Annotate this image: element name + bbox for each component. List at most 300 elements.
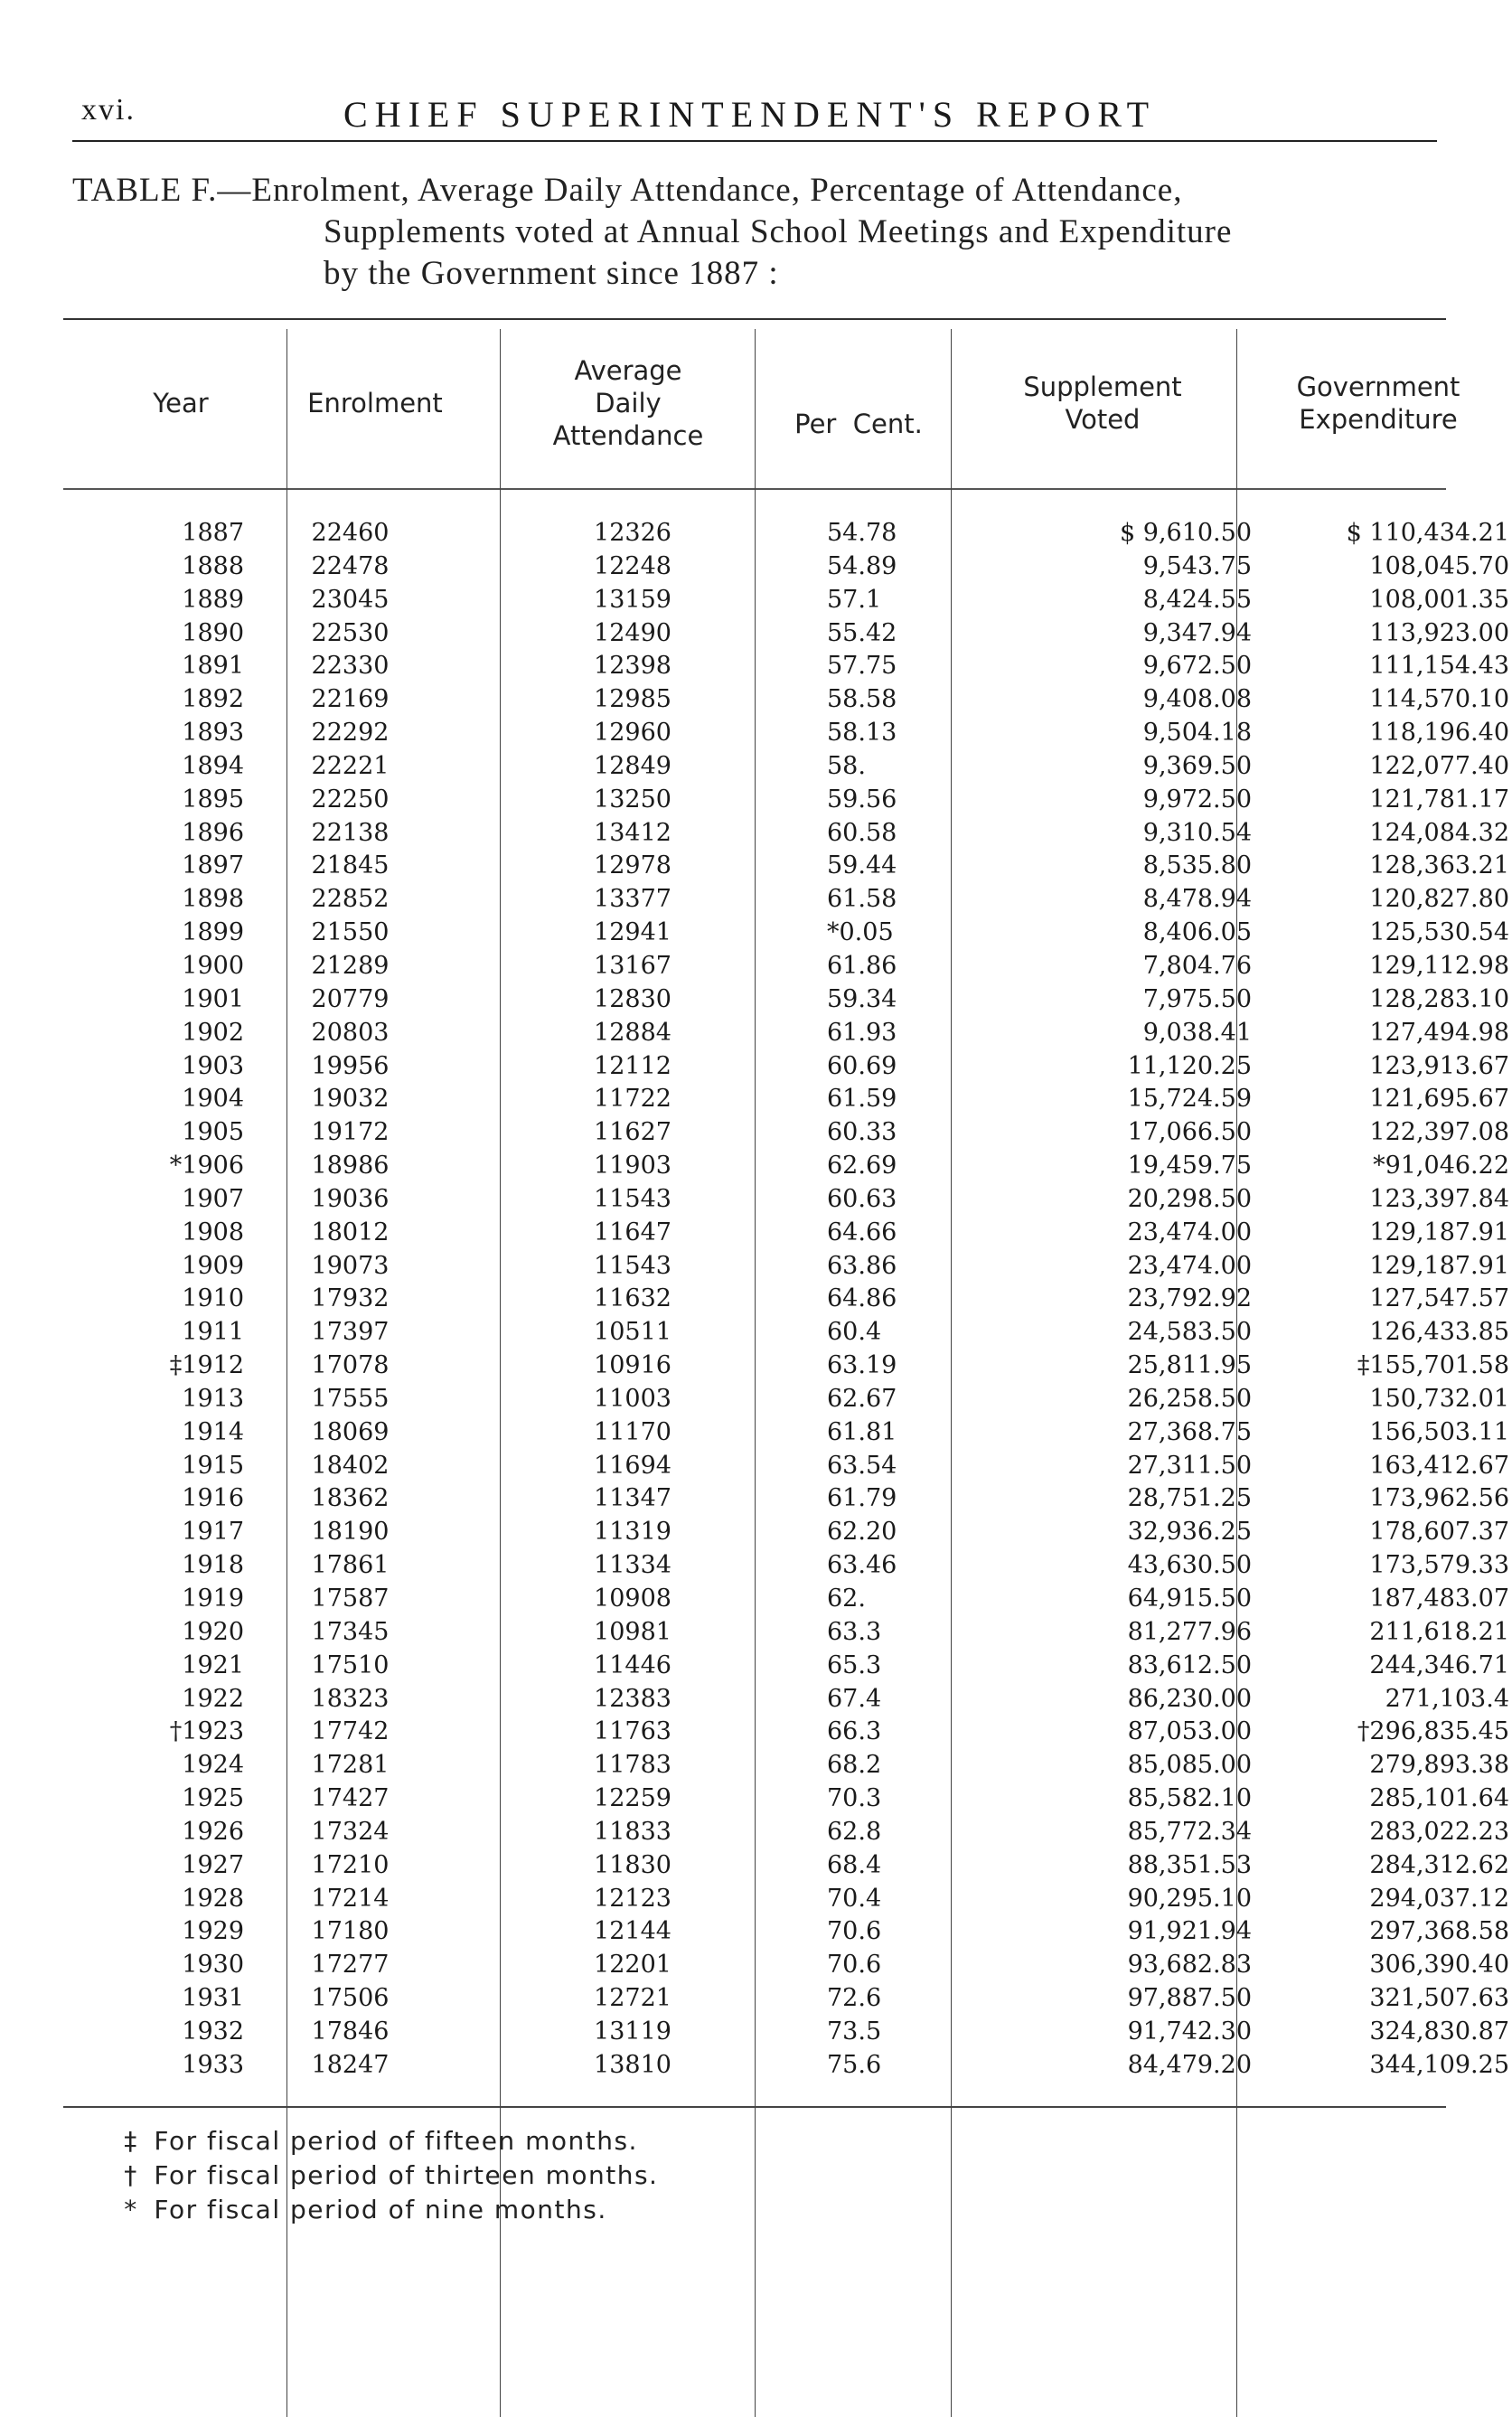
supplement-cell: 7,804.76 bbox=[1142, 951, 1252, 980]
expenditure-cell: 123,913.67 bbox=[1369, 1051, 1509, 1080]
table-row bbox=[63, 1516, 1509, 1549]
supplement-cell: 24,583.50 bbox=[1127, 1318, 1252, 1347]
footnote-thirteen-months bbox=[117, 2160, 658, 2190]
expenditure-cell: 187,483.07 bbox=[1369, 1585, 1509, 1613]
supplement-cell: 88,351.53 bbox=[1127, 1850, 1252, 1879]
enrolment-cell: 17846 bbox=[311, 2017, 390, 2046]
attendance-cell: 12248 bbox=[594, 551, 671, 580]
attendance-cell: 12884 bbox=[594, 1018, 671, 1047]
header-government-expenditure: Government Expenditure bbox=[1296, 371, 1460, 435]
supplement-cell: 8,535.80 bbox=[1142, 851, 1252, 880]
year-cell: 1901 bbox=[182, 984, 244, 1013]
supplement-cell: 27,368.75 bbox=[1127, 1417, 1252, 1446]
year-cell: 1916 bbox=[182, 1484, 244, 1513]
table-caption bbox=[72, 170, 1446, 295]
footnote-nine-months bbox=[117, 2195, 607, 2224]
table-row bbox=[63, 550, 1509, 584]
attendance-cell: 11003 bbox=[594, 1384, 671, 1413]
expenditure-cell: 244,346.71 bbox=[1369, 1651, 1509, 1679]
enrolment-cell: 17861 bbox=[311, 1551, 390, 1580]
enrolment-cell: 21289 bbox=[311, 951, 390, 980]
table-row bbox=[63, 1383, 1509, 1416]
attendance-cell: 10981 bbox=[594, 1617, 671, 1646]
percent-cell: 73.5 bbox=[827, 2017, 882, 2046]
expenditure-cell: 127,547.57 bbox=[1369, 1284, 1509, 1313]
supplement-cell: 15,724.59 bbox=[1127, 1085, 1252, 1114]
year-cell: 1926 bbox=[182, 1817, 244, 1846]
attendance-cell: 13167 bbox=[594, 951, 671, 980]
running-header bbox=[72, 86, 1437, 142]
attendance-cell: 13412 bbox=[594, 818, 671, 847]
table-row bbox=[63, 1217, 1509, 1250]
supplement-cell: 25,811.95 bbox=[1127, 1351, 1252, 1380]
supplement-cell: 64,915.50 bbox=[1127, 1585, 1252, 1613]
year-cell: 1902 bbox=[182, 1018, 244, 1047]
supplement-cell: 93,682.83 bbox=[1127, 1951, 1252, 1980]
enrolment-cell: 22292 bbox=[311, 719, 390, 748]
expenditure-cell: 127,494.98 bbox=[1369, 1018, 1509, 1047]
year-cell: 1890 bbox=[182, 618, 244, 647]
percent-cell: 61.86 bbox=[827, 951, 897, 980]
enrolment-cell: 17742 bbox=[311, 1717, 390, 1746]
year-cell: 1929 bbox=[182, 1917, 244, 1946]
enrolment-cell: 20803 bbox=[311, 1018, 390, 1047]
expenditure-cell: 150,732.01 bbox=[1369, 1384, 1509, 1413]
expenditure-cell: 128,283.10 bbox=[1369, 984, 1509, 1013]
enrolment-cell: 18012 bbox=[311, 1218, 390, 1246]
attendance-cell: 10511 bbox=[594, 1318, 671, 1347]
year-cell: 1932 bbox=[182, 2017, 244, 2046]
enrolment-cell: 19032 bbox=[311, 1085, 390, 1114]
percent-cell: 60.4 bbox=[827, 1318, 882, 1347]
expenditure-cell: 111,154.43 bbox=[1369, 652, 1509, 681]
expenditure-cell: 118,196.40 bbox=[1369, 719, 1509, 748]
year-cell: 1887 bbox=[182, 519, 244, 547]
attendance-cell: 13810 bbox=[594, 2050, 671, 2079]
supplement-cell: 8,424.55 bbox=[1142, 585, 1252, 614]
expenditure-cell: 121,781.17 bbox=[1369, 785, 1509, 814]
enrolment-cell: 22530 bbox=[311, 618, 390, 647]
supplement-cell: 23,474.00 bbox=[1127, 1251, 1252, 1280]
year-cell: 1919 bbox=[182, 1585, 244, 1613]
table-row bbox=[63, 2049, 1509, 2083]
percent-cell: 61.81 bbox=[827, 1417, 897, 1446]
enrolment-cell: 22138 bbox=[311, 818, 390, 847]
attendance-cell: 12985 bbox=[594, 685, 671, 714]
year-cell: 1898 bbox=[182, 885, 244, 914]
expenditure-cell: 123,397.84 bbox=[1369, 1184, 1509, 1213]
enrolment-cell: 18247 bbox=[311, 2050, 390, 2079]
caption-line-3: by the Government since 1887 : bbox=[324, 255, 779, 292]
supplement-cell: 86,230.00 bbox=[1127, 1684, 1252, 1713]
table-row bbox=[63, 517, 1509, 550]
table-row bbox=[63, 617, 1509, 651]
footnote-symbol: * bbox=[124, 2195, 138, 2224]
table-row bbox=[63, 950, 1509, 983]
percent-cell: 70.3 bbox=[827, 1784, 882, 1813]
percent-cell: 62.8 bbox=[827, 1817, 882, 1846]
expenditure-cell: 124,084.32 bbox=[1369, 818, 1509, 847]
attendance-cell: 11170 bbox=[594, 1417, 671, 1446]
table-row bbox=[63, 1283, 1509, 1316]
supplement-cell: 91,921.94 bbox=[1127, 1917, 1252, 1946]
percent-cell: 61.79 bbox=[827, 1484, 897, 1513]
attendance-cell: 12978 bbox=[594, 851, 671, 880]
attendance-cell: 12721 bbox=[594, 1984, 671, 2013]
attendance-cell: 12383 bbox=[594, 1684, 671, 1713]
table-row bbox=[63, 1316, 1509, 1350]
enrolment-cell: 20779 bbox=[311, 984, 390, 1013]
table-row bbox=[63, 1583, 1509, 1616]
header-enrolment: Enrolment bbox=[307, 388, 443, 419]
table-row bbox=[63, 1949, 1509, 1982]
table-row bbox=[63, 1250, 1509, 1284]
attendance-cell: 11543 bbox=[594, 1251, 671, 1280]
attendance-cell: 12398 bbox=[594, 652, 671, 681]
enrolment-cell: 22852 bbox=[311, 885, 390, 914]
header-per-cent: Per Cent. bbox=[794, 409, 923, 439]
percent-cell: 60.58 bbox=[827, 818, 897, 847]
supplement-cell: 9,038.41 bbox=[1142, 1018, 1252, 1047]
year-cell: 1933 bbox=[182, 2050, 244, 2079]
enrolment-cell: 18190 bbox=[311, 1518, 390, 1547]
year-cell: 1911 bbox=[182, 1318, 244, 1347]
table-row bbox=[63, 883, 1509, 917]
percent-cell: 57.75 bbox=[827, 652, 897, 681]
supplement-cell: 32,936.25 bbox=[1127, 1518, 1252, 1547]
table-row bbox=[63, 1849, 1509, 1883]
percent-cell: 62.20 bbox=[827, 1518, 897, 1547]
attendance-cell: 10916 bbox=[594, 1351, 671, 1380]
year-cell: 1917 bbox=[182, 1518, 244, 1547]
attendance-cell: 11763 bbox=[594, 1717, 671, 1746]
enrolment-cell: 19172 bbox=[311, 1118, 390, 1147]
footnote-fifteen-months bbox=[117, 2126, 638, 2156]
percent-cell: 62.69 bbox=[827, 1152, 897, 1180]
year-cell: 1931 bbox=[182, 1984, 244, 2013]
enrolment-cell: 17506 bbox=[311, 1984, 390, 2013]
enrolment-cell: 21845 bbox=[311, 851, 390, 880]
table-row bbox=[63, 983, 1509, 1017]
year-cell: 1894 bbox=[182, 751, 244, 780]
caption-line-2: Supplements voted at Annual School Meetings and Expenditure bbox=[324, 213, 1233, 250]
footnote-symbol: ‡ bbox=[124, 2126, 138, 2156]
supplement-cell: 85,085.00 bbox=[1127, 1751, 1252, 1780]
percent-cell: 72.6 bbox=[827, 1984, 882, 2013]
expenditure-cell: 285,101.64 bbox=[1369, 1784, 1509, 1813]
supplement-cell: 85,582.10 bbox=[1127, 1784, 1252, 1813]
enrolment-cell: 18323 bbox=[311, 1684, 390, 1713]
expenditure-cell: 173,962.56 bbox=[1369, 1484, 1509, 1513]
attendance-cell: 12849 bbox=[594, 751, 671, 780]
table-row bbox=[63, 1416, 1509, 1450]
table-row bbox=[63, 1549, 1509, 1583]
expenditure-cell: 163,412.67 bbox=[1369, 1451, 1509, 1480]
enrolment-cell: 17427 bbox=[311, 1784, 390, 1813]
attendance-cell: 12144 bbox=[594, 1917, 671, 1946]
attendance-cell: 12490 bbox=[594, 618, 671, 647]
supplement-cell: 8,406.05 bbox=[1142, 918, 1252, 947]
year-cell: 1908 bbox=[182, 1218, 244, 1246]
enrolment-cell: 19073 bbox=[311, 1251, 390, 1280]
supplement-cell: 28,751.25 bbox=[1127, 1484, 1252, 1513]
percent-cell: 60.69 bbox=[827, 1051, 897, 1080]
enrolment-cell: 22478 bbox=[311, 551, 390, 580]
supplement-cell: 19,459.75 bbox=[1127, 1152, 1252, 1180]
expenditure-cell: 129,112.98 bbox=[1369, 951, 1509, 980]
table-row bbox=[63, 1816, 1509, 1849]
footnote-text: For fiscal period of nine months. bbox=[154, 2195, 607, 2224]
percent-cell: 57.1 bbox=[827, 585, 882, 614]
percent-cell: 63.54 bbox=[827, 1451, 897, 1480]
percent-cell: 62. bbox=[827, 1585, 866, 1613]
year-cell: 1920 bbox=[182, 1617, 244, 1646]
enrolment-cell: 17932 bbox=[311, 1284, 390, 1313]
percent-cell: 60.33 bbox=[827, 1118, 897, 1147]
attendance-cell: 11694 bbox=[594, 1451, 671, 1480]
expenditure-cell: 271,103.4 bbox=[1385, 1684, 1509, 1713]
year-cell: 1910 bbox=[182, 1284, 244, 1313]
enrolment-cell: 21550 bbox=[311, 918, 390, 947]
table-row bbox=[63, 1350, 1509, 1383]
attendance-cell: 12960 bbox=[594, 719, 671, 748]
expenditure-cell: 173,579.33 bbox=[1369, 1551, 1509, 1580]
table-row bbox=[63, 683, 1509, 717]
enrolment-cell: 22169 bbox=[311, 685, 390, 714]
percent-cell: 59.44 bbox=[827, 851, 897, 880]
year-cell: 1930 bbox=[182, 1951, 244, 1980]
percent-cell: 58. bbox=[827, 751, 866, 780]
footnote-text: For fiscal period of thirteen months. bbox=[154, 2160, 659, 2190]
percent-cell: 70.4 bbox=[827, 1884, 882, 1913]
percent-cell: 58.13 bbox=[827, 719, 897, 748]
enrolment-cell: 17555 bbox=[311, 1384, 390, 1413]
enrolment-cell: 19956 bbox=[311, 1051, 390, 1080]
expenditure-cell: $ 110,434.21 bbox=[1346, 519, 1509, 547]
percent-cell: 63.46 bbox=[827, 1551, 897, 1580]
percent-cell: 64.66 bbox=[827, 1218, 897, 1246]
expenditure-cell: 321,507.63 bbox=[1369, 1984, 1509, 2013]
supplement-cell: 83,612.50 bbox=[1127, 1651, 1252, 1679]
year-cell: 1903 bbox=[182, 1051, 244, 1080]
year-cell: 1895 bbox=[182, 785, 244, 814]
year-cell: 1905 bbox=[182, 1118, 244, 1147]
attendance-cell: 11446 bbox=[594, 1651, 671, 1679]
percent-cell: 63.19 bbox=[827, 1351, 897, 1380]
attendance-cell: 13119 bbox=[594, 2017, 671, 2046]
supplement-cell: 9,369.50 bbox=[1142, 751, 1252, 780]
year-cell: 1915 bbox=[182, 1451, 244, 1480]
table-row bbox=[63, 850, 1509, 883]
year-cell: 1921 bbox=[182, 1651, 244, 1679]
table-row bbox=[63, 584, 1509, 617]
attendance-cell: 12112 bbox=[594, 1051, 671, 1080]
expenditure-cell: 122,077.40 bbox=[1369, 751, 1509, 780]
expenditure-cell: 108,001.35 bbox=[1369, 585, 1509, 614]
supplement-cell: 43,630.50 bbox=[1127, 1551, 1252, 1580]
expenditure-cell: 126,433.85 bbox=[1369, 1318, 1509, 1347]
attendance-cell: 11319 bbox=[594, 1518, 671, 1547]
supplement-cell: 9,543.75 bbox=[1142, 551, 1252, 580]
attendance-cell: 11783 bbox=[594, 1751, 671, 1780]
table-row bbox=[63, 1150, 1509, 1183]
attendance-cell: 12201 bbox=[594, 1951, 671, 1980]
year-cell: 1893 bbox=[182, 719, 244, 748]
expenditure-cell: 178,607.37 bbox=[1369, 1518, 1509, 1547]
expenditure-cell: *91,046.22 bbox=[1373, 1152, 1509, 1180]
expenditure-cell: 156,503.11 bbox=[1369, 1417, 1509, 1446]
running-title: CHIEF SUPERINTENDENT'S REPORT bbox=[343, 94, 1157, 135]
attendance-cell: 11627 bbox=[594, 1118, 671, 1147]
footnote-text: For fiscal period of fifteen months. bbox=[154, 2126, 638, 2156]
enrolment-cell: 17324 bbox=[311, 1817, 390, 1846]
supplement-cell: 9,972.50 bbox=[1142, 785, 1252, 814]
expenditure-cell: 283,022.23 bbox=[1369, 1817, 1509, 1846]
expenditure-cell: 114,570.10 bbox=[1369, 685, 1509, 714]
enrolment-cell: 18402 bbox=[311, 1451, 390, 1480]
year-cell: 1896 bbox=[182, 818, 244, 847]
year-cell: 1900 bbox=[182, 951, 244, 980]
year-cell: 1924 bbox=[182, 1751, 244, 1780]
enrolment-cell: 22221 bbox=[311, 751, 390, 780]
percent-cell: 54.78 bbox=[827, 519, 897, 547]
enrolment-cell: 17281 bbox=[311, 1751, 390, 1780]
supplement-cell: 9,408.08 bbox=[1142, 685, 1252, 714]
expenditure-cell: 128,363.21 bbox=[1369, 851, 1509, 880]
percent-cell: 63.86 bbox=[827, 1251, 897, 1280]
supplement-cell: 8,478.94 bbox=[1142, 885, 1252, 914]
enrolment-cell: 17214 bbox=[311, 1884, 390, 1913]
attendance-cell: 11833 bbox=[594, 1817, 671, 1846]
percent-cell: 55.42 bbox=[827, 618, 897, 647]
table-row bbox=[63, 1083, 1509, 1116]
table-row bbox=[63, 1616, 1509, 1650]
percent-cell: 70.6 bbox=[827, 1951, 882, 1980]
expenditure-cell: 294,037.12 bbox=[1369, 1884, 1509, 1913]
year-cell: ‡1912 bbox=[169, 1351, 244, 1380]
table-row bbox=[63, 1183, 1509, 1217]
expenditure-cell: 108,045.70 bbox=[1369, 551, 1509, 580]
table-row bbox=[63, 1482, 1509, 1516]
supplement-cell: 81,277.96 bbox=[1127, 1617, 1252, 1646]
table-row bbox=[63, 1116, 1509, 1150]
attendance-cell: 13250 bbox=[594, 785, 671, 814]
enrolment-cell: 17587 bbox=[311, 1585, 390, 1613]
year-cell: 1897 bbox=[182, 851, 244, 880]
supplement-cell: 87,053.00 bbox=[1127, 1717, 1252, 1746]
percent-cell: 61.59 bbox=[827, 1085, 897, 1114]
supplement-cell: 97,887.50 bbox=[1127, 1984, 1252, 2013]
table-row bbox=[63, 1883, 1509, 1916]
year-cell: 1925 bbox=[182, 1784, 244, 1813]
table-row bbox=[63, 1782, 1509, 1816]
year-cell: 1914 bbox=[182, 1417, 244, 1446]
year-cell: 1889 bbox=[182, 585, 244, 614]
table-row bbox=[63, 1982, 1509, 2016]
year-cell: 1888 bbox=[182, 551, 244, 580]
table-row bbox=[63, 784, 1509, 817]
supplement-cell: 9,672.50 bbox=[1142, 652, 1252, 681]
table-row bbox=[63, 1749, 1509, 1782]
year-cell: 1899 bbox=[182, 918, 244, 947]
expenditure-cell: 279,893.38 bbox=[1369, 1751, 1509, 1780]
percent-cell: 59.56 bbox=[827, 785, 897, 814]
supplement-cell: 26,258.50 bbox=[1127, 1384, 1252, 1413]
year-cell: 1892 bbox=[182, 685, 244, 714]
enrolment-cell: 23045 bbox=[311, 585, 390, 614]
supplement-cell: 17,066.50 bbox=[1127, 1118, 1252, 1147]
expenditure-cell: 122,397.08 bbox=[1369, 1118, 1509, 1147]
enrolment-cell: 22460 bbox=[311, 519, 390, 547]
year-cell: *1906 bbox=[169, 1152, 244, 1180]
supplement-cell: 23,792.92 bbox=[1127, 1284, 1252, 1313]
attendance-cell: 11722 bbox=[594, 1085, 671, 1114]
enrolment-cell: 18362 bbox=[311, 1484, 390, 1513]
attendance-cell: 11647 bbox=[594, 1218, 671, 1246]
percent-cell: 54.89 bbox=[827, 551, 897, 580]
percent-cell: 59.34 bbox=[827, 984, 897, 1013]
year-cell: 1918 bbox=[182, 1551, 244, 1580]
caption-line-1: TABLE F.—Enrolment, Average Daily Attendance, Percentage of Attendance, bbox=[72, 172, 1183, 209]
percent-cell: 75.6 bbox=[827, 2050, 882, 2079]
expenditure-cell: 121,695.67 bbox=[1369, 1085, 1509, 1114]
supplement-cell: 9,347.94 bbox=[1142, 618, 1252, 647]
expenditure-cell: 129,187.91 bbox=[1369, 1218, 1509, 1246]
supplement-cell: 84,479.20 bbox=[1127, 2050, 1252, 2079]
enrolment-cell: 17510 bbox=[311, 1651, 390, 1679]
attendance-cell: 11347 bbox=[594, 1484, 671, 1513]
expenditure-cell: †296,835.45 bbox=[1357, 1717, 1509, 1746]
percent-cell: 67.4 bbox=[827, 1684, 882, 1713]
table-row bbox=[63, 917, 1509, 950]
table-row bbox=[63, 1716, 1509, 1749]
supplement-cell: 27,311.50 bbox=[1127, 1451, 1252, 1480]
enrolment-cell: 17397 bbox=[311, 1318, 390, 1347]
header-average-daily-attendance: Average Daily Attendance bbox=[552, 355, 704, 451]
attendance-cell: 10908 bbox=[594, 1585, 671, 1613]
expenditure-cell: 211,618.21 bbox=[1369, 1617, 1509, 1646]
expenditure-cell: 113,923.00 bbox=[1369, 618, 1509, 647]
table-bottom-rule bbox=[63, 2106, 1446, 2108]
header-supplement-voted: Supplement Voted bbox=[1023, 371, 1182, 435]
percent-cell: *0.05 bbox=[827, 918, 894, 947]
expenditure-cell: 129,187.91 bbox=[1369, 1251, 1509, 1280]
supplement-cell: 90,295.10 bbox=[1127, 1884, 1252, 1913]
percent-cell: 63.3 bbox=[827, 1617, 882, 1646]
percent-cell: 65.3 bbox=[827, 1651, 882, 1679]
supplement-cell: 85,772.34 bbox=[1127, 1817, 1252, 1846]
table-row bbox=[63, 1650, 1509, 1683]
attendance-cell: 12123 bbox=[594, 1884, 671, 1913]
attendance-cell: 11543 bbox=[594, 1184, 671, 1213]
enrolment-cell: 18986 bbox=[311, 1152, 390, 1180]
table-row bbox=[63, 1050, 1509, 1084]
expenditure-cell: 344,109.25 bbox=[1369, 2050, 1509, 2079]
table-row bbox=[63, 1450, 1509, 1483]
percent-cell: 60.63 bbox=[827, 1184, 897, 1213]
table-row bbox=[63, 750, 1509, 784]
attendance-cell: 13159 bbox=[594, 585, 671, 614]
supplement-cell: 23,474.00 bbox=[1127, 1218, 1252, 1246]
expenditure-cell: 284,312.62 bbox=[1369, 1850, 1509, 1879]
expenditure-cell: 125,530.54 bbox=[1369, 918, 1509, 947]
percent-cell: 68.4 bbox=[827, 1850, 882, 1879]
percent-cell: 70.6 bbox=[827, 1917, 882, 1946]
year-cell: 1891 bbox=[182, 652, 244, 681]
attendance-cell: 12259 bbox=[594, 1784, 671, 1813]
percent-cell: 64.86 bbox=[827, 1284, 897, 1313]
table-row bbox=[63, 2016, 1509, 2049]
